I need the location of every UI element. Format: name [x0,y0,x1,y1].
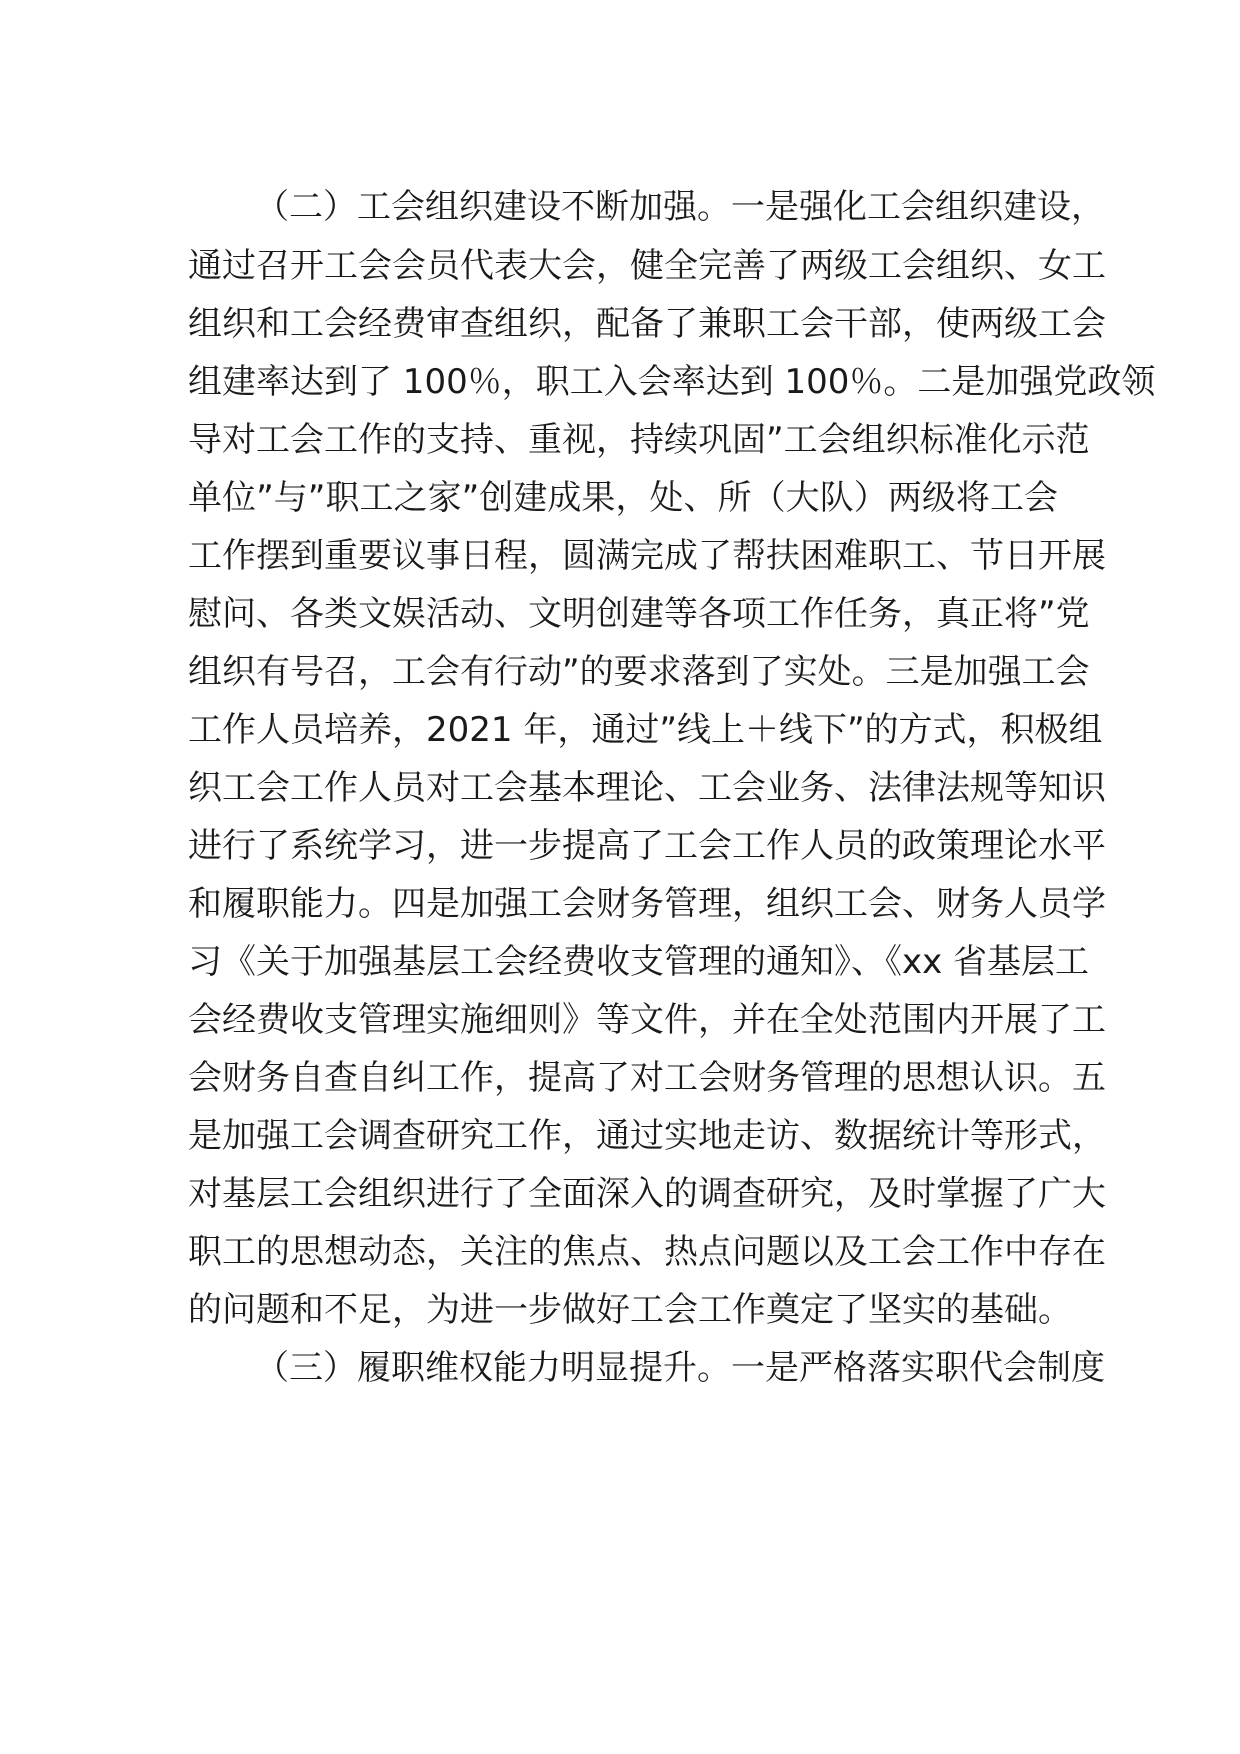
paragraph-2-line-16: 会财务自查自纠工作，提高了对工会财务管理的思想认识。五 [188,1058,1106,1098]
paragraph-2-line-2: 通过召开工会会员代表大会，健全完善了两级工会组织、女工 [188,246,1106,286]
paragraph-3-line-1: （三）履职维权能力明显提升。一是严格落实职代会制度 [255,1348,1105,1388]
paragraph-2-line-9: 组织有号召，工会有行动”的要求落到了实处。三是加强工会 [188,652,1090,692]
paragraph-2-line-18: 对基层工会组织进行了全面深入的调查研究，及时掌握了广大 [188,1174,1106,1214]
paragraph-2-line-14: 习《关于加强基层工会经费收支管理的通知》、《xx 省基层工 [188,942,1090,982]
paragraph-2-line-6: 单位”与”职工之家”创建成果，处、所（大队）两级将工会 [188,478,1058,518]
paragraph-2-line-5: 导对工会工作的支持、重视，持续巩固”工会组织标准化示范 [188,420,1090,460]
paragraph-2-line-12: 进行了系统学习，进一步提高了工会工作人员的政策理论水平 [188,826,1106,866]
paragraph-2-line-17: 是加强工会调查研究工作，通过实地走访、数据统计等形式， [188,1116,1106,1156]
paragraph-2-line-3: 组织和工会经费审查组织，配备了兼职工会干部，使两级工会 [188,304,1106,344]
paragraph-2-line-13: 和履职能力。四是加强工会财务管理，组织工会、财务人员学 [188,884,1106,924]
paragraph-2-line-10: 工作人员培养，2021 年，通过”线上＋线下”的方式，积极组 [188,710,1103,750]
paragraph-2-line-15: 会经费收支管理实施细则》等文件，并在全处范围内开展了工 [188,1000,1106,1040]
paragraph-2-line-19: 职工的思想动态，关注的焦点、热点问题以及工会工作中存在 [188,1232,1106,1272]
paragraph-2-line-11: 织工会工作人员对工会基本理论、工会业务、法律法规等知识 [188,768,1106,808]
paragraph-2-line-8: 慰问、各类文娱活动、文明创建等各项工作任务，真正将”党 [188,594,1090,634]
paragraph-2-line-7: 工作摆到重要议事日程，圆满完成了帮扶困难职工、节日开展 [188,536,1106,576]
paragraph-2-line-4: 组建率达到了 100％，职工入会率达到 100％。二是加强党政领 [188,362,1156,402]
paragraph-2-line-1: （二）工会组织建设不断加强。一是强化工会组织建设， [255,187,1105,227]
paragraph-2-line-20: 的问题和不足，为进一步做好工会工作奠定了坚实的基础。 [188,1290,1072,1330]
